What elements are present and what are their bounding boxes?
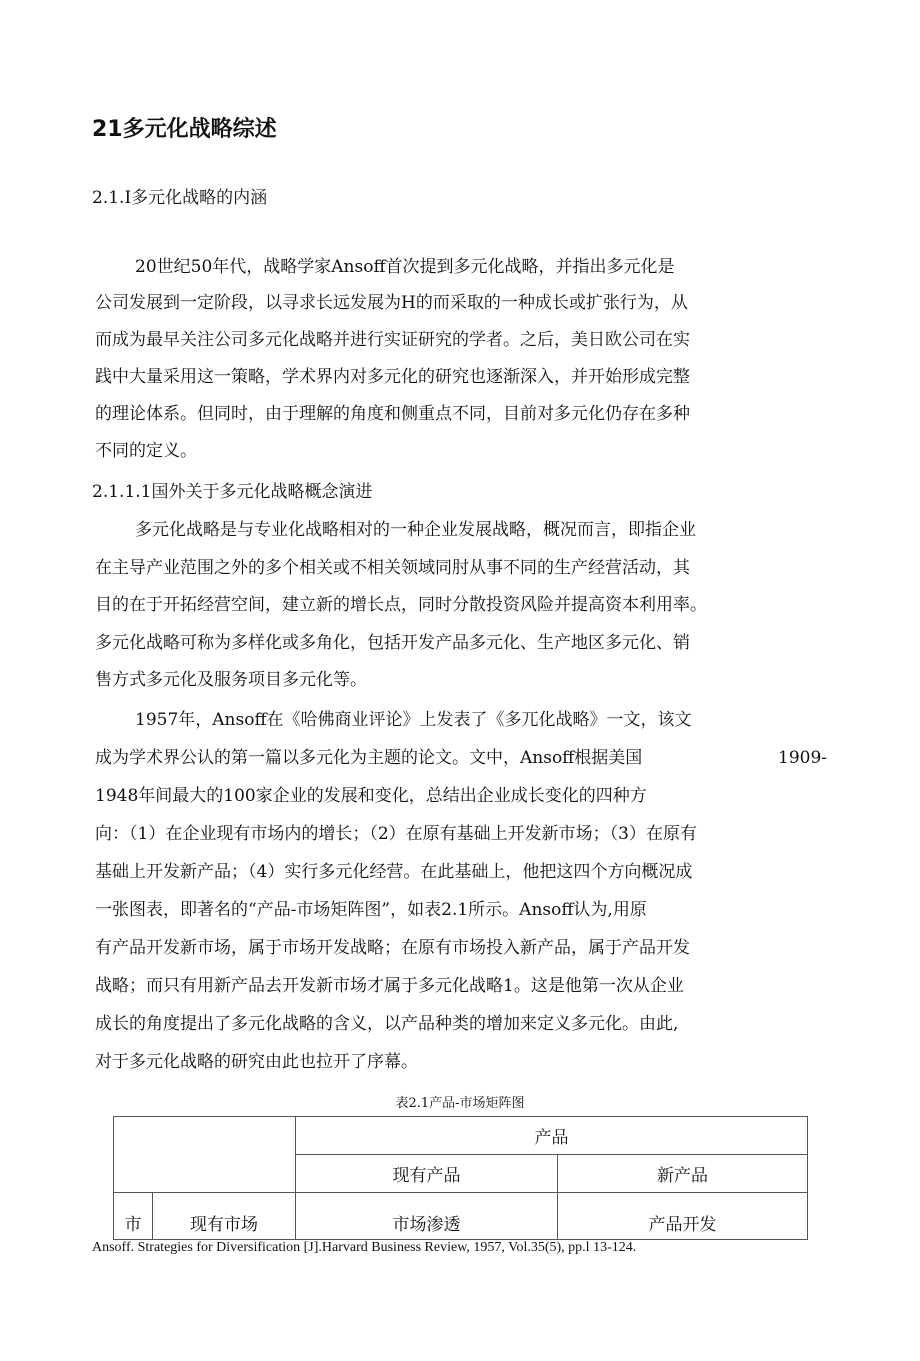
paragraph-line: 在主导产业范围之外的多个相关或不相关领域同肘从事不同的生产经营活动，其 [95,558,690,578]
market-penetration-cell: 市场渗透 [296,1193,558,1240]
footnote: Ansoff. Strategies for Diversification [J].Harvard Business Review, 1957, Vol.35(5), pp.l 13-124. [92,1240,637,1255]
table-row [114,1117,808,1155]
paragraph-line: 一张图表，即著名的“产品-市场矩阵图”，如表2.1所示。Ansoff认为,用原 [95,900,647,920]
paragraph-line: 1948年间最大的100家企业的发展和变化，总结出企业成长变化的四种方 [95,786,647,806]
paragraph-line: 而成为最早关注公司多元化战略并进行实证研究的学者。之后，美日欧公司在实 [95,330,690,350]
product-market-matrix-table [113,1116,808,1240]
subsection-heading: 2.1.I多元化战略的内涵 [92,188,268,208]
paragraph-line: 1957年，Ansoff在《哈佛商业评论》上发表了《多兀化战略》一文，该文 [135,710,692,730]
paragraph-line: 不同的定义。 [95,441,197,461]
paragraph-line: 有产品开发新市场，属于市场开发战略；在原有市场投入新产品，属于产品开发 [95,938,690,958]
paragraph-line: 基础上开发新产品；（4）实行多元化经营。在此基础上，他把这四个方向概况成 [95,862,693,882]
existing-market-header: 现有市场 [153,1193,296,1240]
product-development-cell: 产品开发 [558,1193,808,1240]
paragraph-line: 战略；而只有用新产品去开发新市场才属于多元化战略1。这是他第一次从企业 [95,976,684,996]
paragraph-line: 售方式多元化及服务项目多元化等。 [95,670,367,690]
subsubsection-heading: 2.1.1.1国外关于多元化战略概念演进 [92,482,373,502]
paragraph-line: 向：（1）在企业现有市场内的增长；（2）在原有基础上开发新市场；（3）在原有 [95,824,697,844]
table-corner-cell [114,1117,296,1193]
paragraph-line: 多元化战略是与专业化战略相对的一种企业发展战略，概况而言，即指企业 [135,520,696,540]
paragraph-line: 公司发展到一定阶段，以寻求长远发展为H的而采取的一种成长或扩张行为，从 [95,293,688,313]
paragraph-line: 20世纪50年代，战略学家Ansoff首次提到多元化战略，并指出多元化是 [135,257,675,277]
existing-product-header: 现有产品 [296,1155,558,1193]
paragraph-line: 目的在于开拓经营空间，建立新的增长点，同时分散投资风险并提高资本利用率。 [95,595,707,615]
paragraph-line: 成长的角度提出了多元化战略的含义，以产品种类的增加来定义多元化。由此, [95,1014,679,1034]
paragraph-line: 践中大量采用这一策略，学术界内对多元化的研究也逐渐深入，并开始形成完整 [95,367,690,387]
paragraph-line: 成为学术界公认的第一篇以多元化为主题的论文。文中，Ansoff根据美国 [95,748,643,768]
table-caption: 表2.1产品-市场矩阵图 [395,1096,525,1111]
paragraph-line: 对于多元化战略的研究由此也拉开了序幕。 [95,1052,418,1072]
paragraph-line: 多元化战略可称为多样化或多角化，包括开发产品多元化、生产地区多元化、销 [95,633,690,653]
table-row [114,1193,808,1240]
paragraph-year: 1909- [778,748,828,768]
new-product-header: 新产品 [558,1155,808,1193]
paragraph-line: 的理论体系。但同时，由于理解的角度和侧重点不同，目前对多元化仍存在多种 [95,404,690,424]
section-heading: 21多元化战略综述 [92,117,277,142]
product-header-cell: 产品 [296,1117,808,1155]
market-label-cell: 市 [114,1193,153,1240]
